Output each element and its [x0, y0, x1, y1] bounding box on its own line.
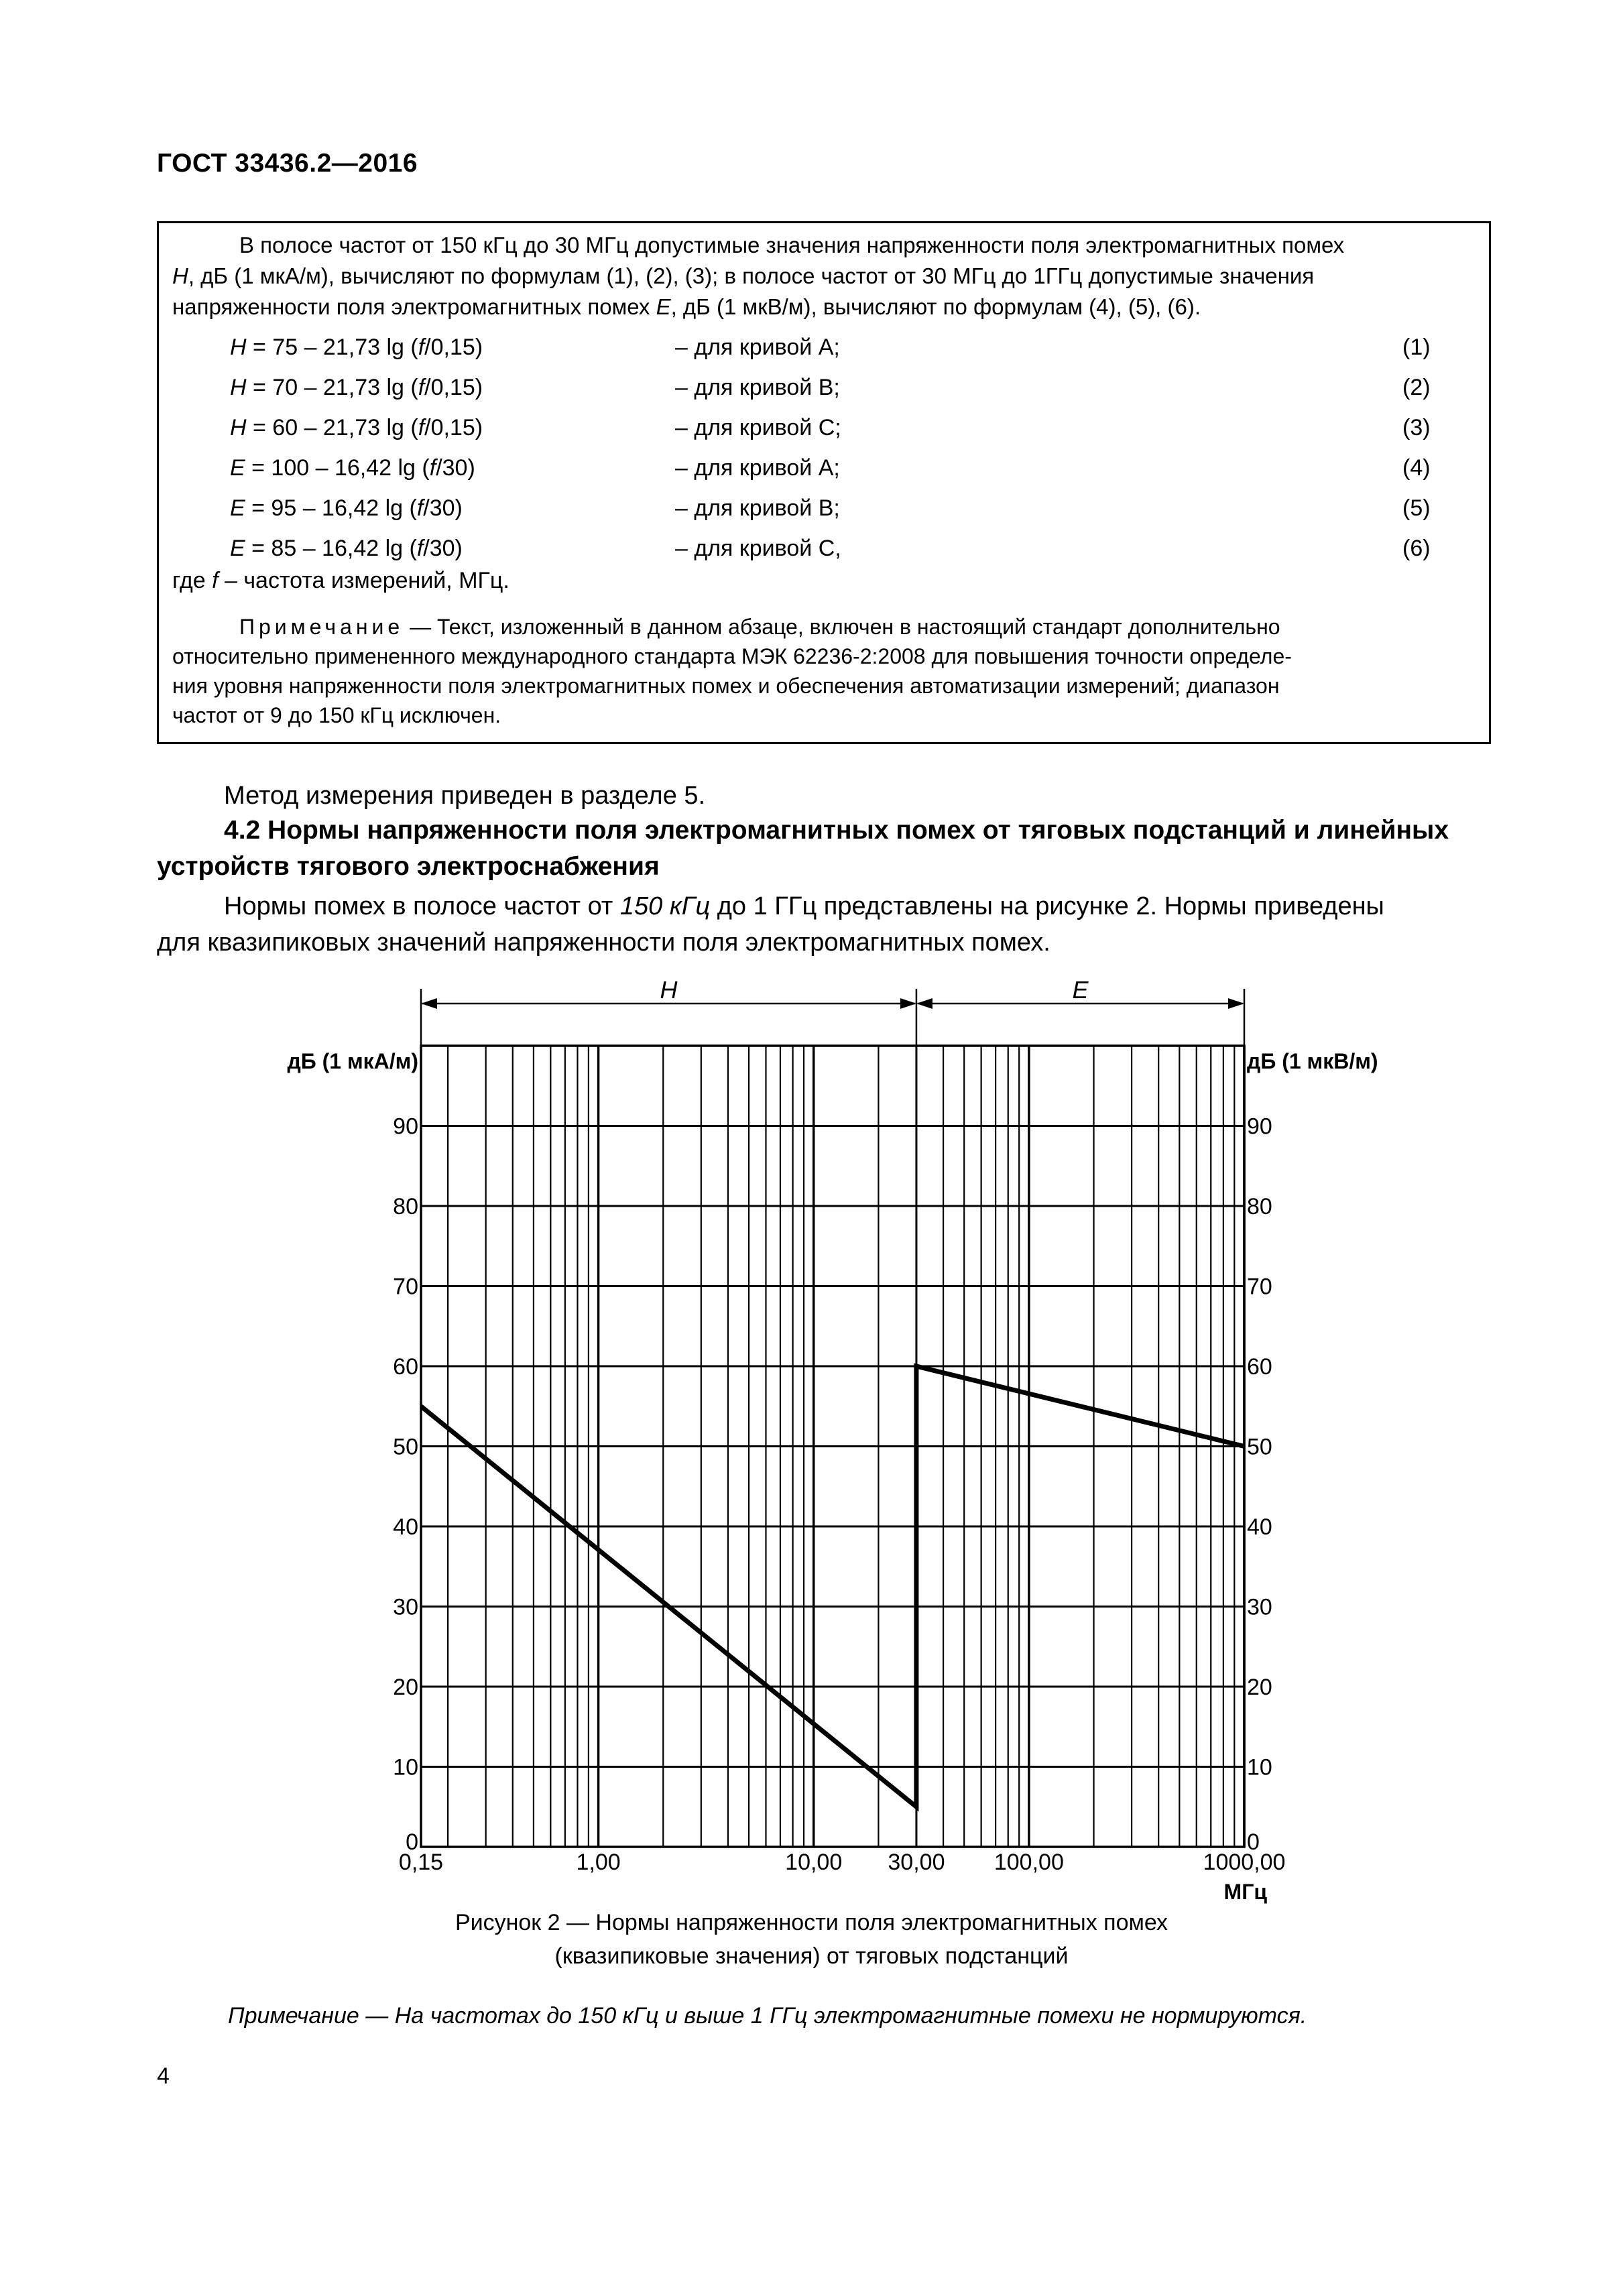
formula-curve: – для кривой A; — [675, 335, 840, 360]
caption-line-2: (квазипиковые значения) от тяговых подстанций — [554, 1943, 1069, 1969]
y-tick-label-left: 80 — [393, 1194, 418, 1219]
formula-number: (3) — [1402, 415, 1431, 440]
y-tick-label-left: 90 — [393, 1113, 418, 1140]
x-tick-label: 10,00 — [785, 1850, 843, 1875]
note-label: Примечание — [239, 615, 404, 639]
formula-number: (2) — [1402, 375, 1431, 400]
formula-curve: – для кривой A; — [675, 455, 840, 481]
formula-expr-a: = 85 – 16,42 lg ( — [245, 536, 417, 561]
formula-curve: – для кривой B; — [675, 375, 840, 400]
formula-var: E — [230, 495, 245, 521]
formula-var: H — [230, 335, 247, 360]
body-text-2: для квазипиковых значений напряженности поля электромагнитных помех. — [157, 928, 1050, 957]
y-tick-label-left: 20 — [393, 1675, 418, 1700]
y-axis-label-left: дБ (1 мкА/м) — [287, 1049, 418, 1073]
intro-line-3a: напряженности поля электромагнитных помех — [172, 294, 656, 319]
y-tick-label-right: 50 — [1247, 1434, 1272, 1460]
band-arrow-e-head-left — [916, 998, 933, 1009]
section-title-2: устройств тягового электроснабжения — [157, 852, 660, 881]
where-text: – частота измерений, МГц. — [218, 568, 509, 593]
x-tick-label: 100,00 — [994, 1850, 1064, 1875]
formula-f: f — [429, 455, 436, 481]
formula-f: f — [416, 536, 424, 561]
formula-var: H — [230, 415, 247, 440]
band-arrow-h-head-right — [900, 998, 916, 1009]
band-arrow-e-head-right — [1228, 998, 1244, 1009]
formula-f: f — [416, 495, 424, 521]
formula-expr-b: /30) — [423, 536, 463, 561]
y-tick-label-left: 40 — [393, 1514, 418, 1540]
intro-line-3b: , дБ (1 мкВ/м), вычисляют по формулам (4), (5), (6). — [670, 294, 1201, 319]
formula-expr-a: = 100 – 16,42 lg ( — [245, 455, 430, 481]
figure-caption — [0, 1906, 1623, 1973]
formula-expr-b: /30) — [423, 495, 463, 521]
figure-note: Примечание — На частотах до 150 кГц и выше 1 ГГц электромагнитные помехи не нормируются. — [228, 2003, 1307, 2029]
intro-var-e: E — [656, 294, 671, 319]
formula-expr-a: = 60 – 21,73 lg ( — [246, 415, 418, 440]
formula-f: f — [418, 335, 425, 360]
note-line-4: частот от 9 до 150 кГц исключен. — [172, 703, 501, 727]
y-tick-label-left: 30 — [393, 1594, 418, 1620]
method-line: Метод измерения приведен в разделе 5. — [224, 782, 706, 810]
formula-expr-a: = 70 – 21,73 lg ( — [246, 375, 418, 400]
y-tick-label-right: 80 — [1247, 1194, 1272, 1219]
y-tick-label-right: 10 — [1247, 1754, 1272, 1780]
intro-line-2: , дБ (1 мкА/м), вычисляют по формулам (1), (2), (3); в полосе частот от 30 МГц до 1ГГц допустимые значения — [188, 263, 1315, 288]
x-tick-label: 1000,00 — [1203, 1850, 1286, 1875]
intro-line-1: В полосе частот от 150 кГц до 30 МГц допустимые значения напряженности поля электромагнитных помех — [239, 233, 1345, 257]
formula-expr-b: /0,15) — [424, 335, 483, 360]
formula-expr-a: = 95 – 16,42 lg ( — [245, 495, 417, 521]
formula-f: f — [418, 375, 425, 400]
formula-expr-b: /0,15) — [424, 415, 483, 440]
note-line-2: относительно примененного международного стандарта МЭК 62236-2:2008 для повышения точности определе- — [172, 644, 1292, 668]
y-tick-label-left: 70 — [393, 1274, 418, 1300]
formula-number: (5) — [1402, 495, 1431, 521]
caption-line-1: Рисунок 2 — Нормы напряженности поля электромагнитных помех — [455, 1910, 1168, 1935]
section-title-1: Нормы напряженности поля электромагнитных помех от тяговых подстанций и линейных — [260, 816, 1449, 845]
y-tick-label-right: 90 — [1247, 1113, 1272, 1140]
formula-var: E — [230, 455, 245, 481]
formula-number: (4) — [1402, 455, 1431, 481]
formula-expr-a: = 75 – 21,73 lg ( — [246, 335, 418, 360]
formula-expr-b: /30) — [436, 455, 475, 481]
y-axis-label-right: дБ (1 мкВ/м) — [1247, 1049, 1378, 1073]
intro-var-h: H — [172, 263, 188, 288]
formula-number: (6) — [1402, 536, 1431, 561]
body-text-1b: до 1 ГГц представлены на рисунке 2. Нормы приведены — [710, 892, 1384, 920]
body-text-1a: Нормы помех в полосе частот от — [224, 892, 620, 920]
y-tick-label-left: 10 — [393, 1754, 418, 1780]
x-tick-label: 1,00 — [576, 1850, 621, 1875]
y-tick-label-right: 0 — [1247, 1829, 1260, 1855]
y-tick-label-right: 40 — [1247, 1514, 1272, 1540]
y-tick-label-right: 30 — [1247, 1594, 1272, 1620]
formula-curve: – для кривой C, — [675, 536, 841, 561]
formula-expr-b: /0,15) — [424, 375, 483, 400]
y-tick-label-left: 50 — [393, 1434, 418, 1460]
x-tick-label: 0,15 — [398, 1850, 444, 1875]
formula-var: H — [230, 375, 247, 400]
section-number: 4.2 — [224, 816, 261, 845]
y-tick-label-left: 0 — [406, 1829, 418, 1855]
formula-f: f — [418, 415, 425, 440]
x-tick-label: 30,00 — [888, 1850, 945, 1875]
note-line-1: — Текст, изложенный в данном абзаце, включен в настоящий стандарт дополнительно — [404, 615, 1280, 639]
formula-curve: – для кривой C; — [675, 415, 841, 440]
x-axis-unit: МГц — [1223, 1880, 1267, 1904]
band-label-e: E — [1072, 976, 1089, 1004]
limit-curve — [421, 1366, 1244, 1807]
y-tick-label-right: 20 — [1247, 1675, 1272, 1700]
where-prefix: где — [172, 568, 213, 593]
band-arrow-h-head-left — [421, 998, 437, 1009]
page-number: 4 — [157, 2063, 170, 2089]
standard-title: ГОСТ 33436.2—2016 — [157, 149, 418, 178]
formula-curve: – для кривой B; — [675, 495, 840, 521]
formula-number: (1) — [1402, 335, 1431, 360]
band-label-h: H — [660, 976, 678, 1004]
formula-var: E — [230, 536, 245, 561]
note-line-3: ния уровня напряженности поля электромагнитных помех и обеспечения автоматизации измерений; диапазон — [172, 674, 1280, 698]
y-tick-label-right: 70 — [1247, 1274, 1272, 1300]
y-tick-label-right: 60 — [1247, 1354, 1272, 1380]
where-var: f — [212, 568, 219, 593]
y-tick-label-left: 60 — [393, 1354, 418, 1380]
body-text-italic: 150 кГц — [619, 892, 711, 920]
